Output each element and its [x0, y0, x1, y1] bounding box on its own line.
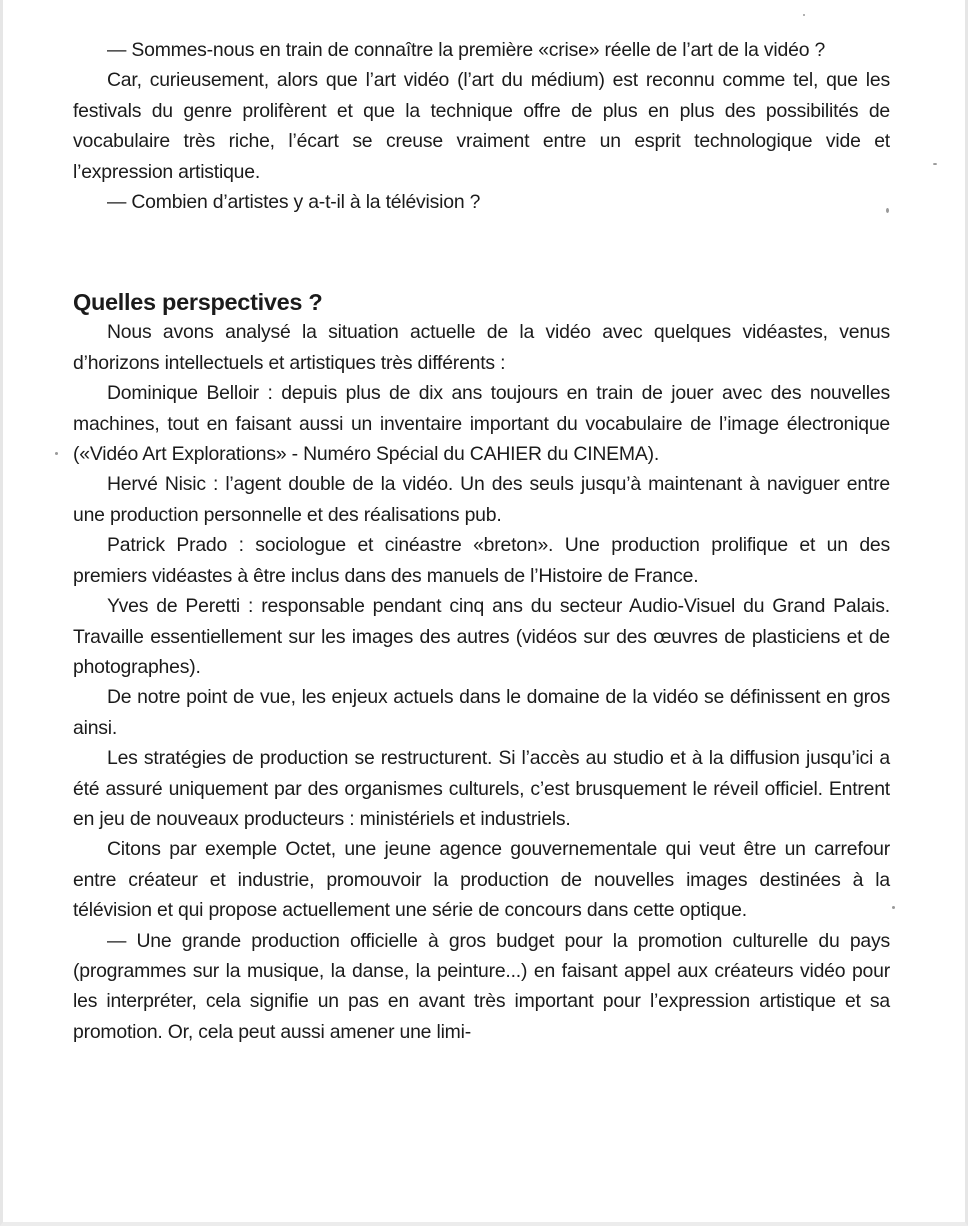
intro-question-crisis: — Sommes-nous en train de connaître la première «crise» réelle de l’art de la vidéo ? — [107, 39, 826, 61]
paragraph-official-production: — Une grande production officielle à gros budget pour la promotion culturelle du pays (programmes sur la musique, la danse, la peinture...) en faisant appel aux créateurs vidéo pour les interpréter, cela signifie un pas en avant très important pour l’expression artistique et sa promotion. Or, cela peut aussi amener une limi- — [73, 929, 890, 1043]
paragraph-nisic: Hervé Nisic : l’agent double de la vidéo. Un des seuls jusqu’à maintenant à naviguer entre une production personnelle et des réalisations pub. — [73, 473, 890, 526]
paragraph-belloir: Dominique Belloir : depuis plus de dix ans toujours en train de jouer avec des nouvelles machines, tout en faisant aussi un inventaire important du vocabulaire de l’image électronique («Vidéo Art Explorations» - Numéro Spécial du CAHIER du CINEMA). — [73, 382, 890, 466]
scan-speck — [892, 906, 895, 909]
section-title: Quelles perspectives ? — [73, 289, 323, 316]
paragraph-strategies: Les stratégies de production se restructurent. Si l’accès au studio et à la diffusion jusqu’ici a été assuré uniquement par des organismes culturels, c’est brusquement le réveil officiel. Entrent en jeu de nouveaux producteurs : ministériels et industriels. — [73, 747, 890, 830]
paragraph-octet: Citons par exemple Octet, une jeune agence gouvernementale qui veut être un carrefour entre créateur et industrie, promouvoir la production de nouvelles images destinées à la télévision et qui propose actuellement une série de concours dans cette optique. — [73, 838, 890, 922]
scan-speck — [886, 208, 889, 213]
scan-speck — [933, 163, 937, 165]
scan-speck — [55, 452, 58, 455]
paragraph-peretti: Yves de Peretti : responsable pendant cinq ans du secteur Audio-Visuel du Grand Palais. Travaille essentiellement sur les images des autres (vidéos sur des œuvres de plasticiens et de photographes). — [73, 595, 890, 678]
scan-speck — [803, 14, 805, 16]
intro-paragraph-technology: Car, curieusement, alors que l’art vidéo (l’art du médium) est reconnu comme tel, que les festivals du genre prolifèrent et que la technique offre de plus en plus des possibilités de vocabulaire très riche, l’écart se creuse vraiment entre un esprit technologique vide et l’expression artistique. — [73, 69, 890, 183]
section-spacer — [73, 217, 890, 261]
intro-question-artists: — Combien d’artistes y a-t-il à la télévision ? — [107, 191, 481, 214]
paragraph-prado: Patrick Prado : sociologue et cinéastre «breton». Une production prolifique et un des premiers vidéastes à être inclus dans des manuels de l’Histoire de France. — [73, 534, 890, 587]
article-text — [73, 35, 890, 1047]
paragraph-stakes: De notre point de vue, les enjeux actuels dans le domaine de la vidéo se définissent en gros ainsi. — [73, 686, 890, 739]
paragraph-analysis: Nous avons analysé la situation actuelle de la vidéo avec quelques vidéastes, venus d’horizons intellectuels et artistiques très différents : — [73, 321, 890, 374]
